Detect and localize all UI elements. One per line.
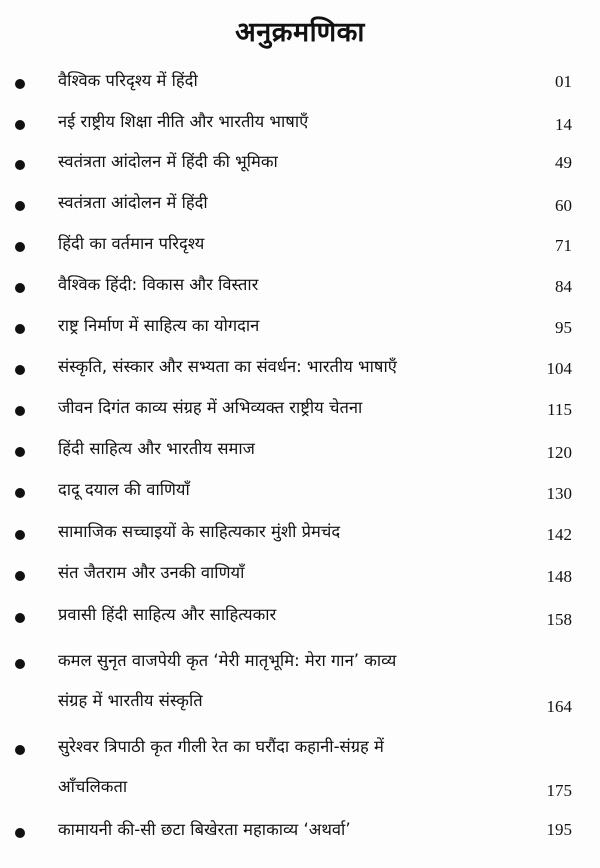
entry-title: सामाजिक सच्चाइयों के साहित्यकार मुंशी प्रेमचंद: [58, 522, 341, 541]
entry-page-number: 164: [546, 697, 572, 716]
toc-entry: [0, 521, 600, 547]
bullet-icon: [15, 659, 25, 669]
entry-title: कामायनी की-सी छटा बिखेरता महाकाव्य ‘अथर्वा’: [58, 820, 351, 839]
entry-page-number: 115: [547, 400, 572, 419]
bullet-icon: [15, 828, 25, 838]
entry-page-number: 148: [546, 567, 572, 586]
entry-title: वैश्विक हिंदी: विकास और विस्तार: [58, 275, 259, 294]
toc-entry: [0, 562, 600, 588]
toc-entry: [0, 438, 600, 464]
entry-title: वैश्विक परिदृश्य में हिंदी: [58, 71, 198, 90]
bullet-icon: [15, 283, 25, 293]
bullet-icon: [15, 120, 25, 130]
toc-entry: [0, 819, 600, 845]
page-title: अनुक्रमणिका: [235, 17, 365, 48]
toc-entry: [0, 479, 600, 505]
toc-entry: [0, 315, 600, 341]
entry-page-number: 60: [555, 196, 572, 215]
entry-title: हिंदी साहित्य और भारतीय समाज: [58, 439, 255, 458]
entry-page-number: 104: [546, 359, 572, 378]
entry-title: स्वतंत्रता आंदोलन में हिंदी: [58, 193, 208, 212]
entry-page-number: 49: [555, 153, 572, 172]
bullet-icon: [15, 745, 25, 755]
entry-page-number: 71: [555, 236, 572, 255]
bullet-icon: [15, 447, 25, 457]
entry-title: स्वतंत्रता आंदोलन में हिंदी की भूमिका: [58, 152, 278, 171]
bullet-icon: [15, 242, 25, 252]
toc-entry: [0, 604, 600, 630]
toc-entry: [0, 356, 600, 382]
toc-entry: [0, 111, 600, 137]
entry-page-number: 130: [546, 484, 572, 503]
toc-entry: [0, 233, 600, 259]
toc-entry: [0, 274, 600, 300]
bullet-icon: [15, 530, 25, 540]
entry-title: राष्ट्र निर्माण में साहित्य का योगदान: [58, 316, 260, 335]
bullet-icon: [15, 201, 25, 211]
toc-entry: [0, 151, 600, 177]
entry-page-number: 95: [555, 318, 572, 337]
entry-page-number: 142: [546, 525, 572, 544]
entry-title-line-2: आँचलिकता: [58, 777, 128, 796]
entry-title: प्रवासी हिंदी साहित्य और साहित्यकार: [58, 605, 277, 624]
entry-page-number: 195: [546, 820, 572, 839]
bullet-icon: [15, 613, 25, 623]
entry-title-line-1: सुरेश्वर त्रिपाठी कृत गीली रेत का घरौंदा कहानी-संग्रह में: [58, 737, 384, 756]
toc-entry: [0, 650, 600, 720]
bullet-icon: [15, 488, 25, 498]
entry-title: संस्कृति, संस्कार और सभ्यता का संवर्धन: भारतीय भाषाएँ: [58, 357, 397, 376]
bullet-icon: [15, 571, 25, 581]
entry-page-number: 14: [555, 115, 572, 134]
bullet-icon: [15, 79, 25, 89]
toc-entry: [0, 70, 600, 96]
entry-title-line-2: संग्रह में भारतीय संस्कृति: [58, 691, 203, 710]
entry-title: जीवन दिगंत काव्य संग्रह में अभिव्यक्त राष्ट्रीय चेतना: [58, 398, 363, 417]
bullet-icon: [15, 406, 25, 416]
entry-title: नई राष्ट्रीय शिक्षा नीति और भारतीय भाषाएँ: [58, 112, 309, 131]
toc-entry: [0, 736, 600, 806]
entry-page-number: 84: [555, 277, 572, 296]
toc-entry: [0, 192, 600, 218]
entry-page-number: 158: [546, 610, 572, 629]
bullet-icon: [15, 324, 25, 334]
toc-entry: [0, 397, 600, 423]
entry-page-number: 01: [555, 72, 572, 91]
entry-page-number: 175: [546, 781, 572, 800]
entry-title: दादू दयाल की वाणियाँ: [58, 480, 190, 499]
entry-page-number: 120: [546, 443, 572, 462]
bullet-icon: [15, 160, 25, 170]
entry-title: संत जैतराम और उनकी वाणियाँ: [58, 563, 245, 582]
entry-title-line-1: कमल सुनृत वाजपेयी कृत ‘मेरी मातृभूमि: मेरा गान’ काव्य: [58, 651, 397, 670]
bullet-icon: [15, 365, 25, 375]
entry-title: हिंदी का वर्तमान परिदृश्य: [58, 234, 205, 253]
